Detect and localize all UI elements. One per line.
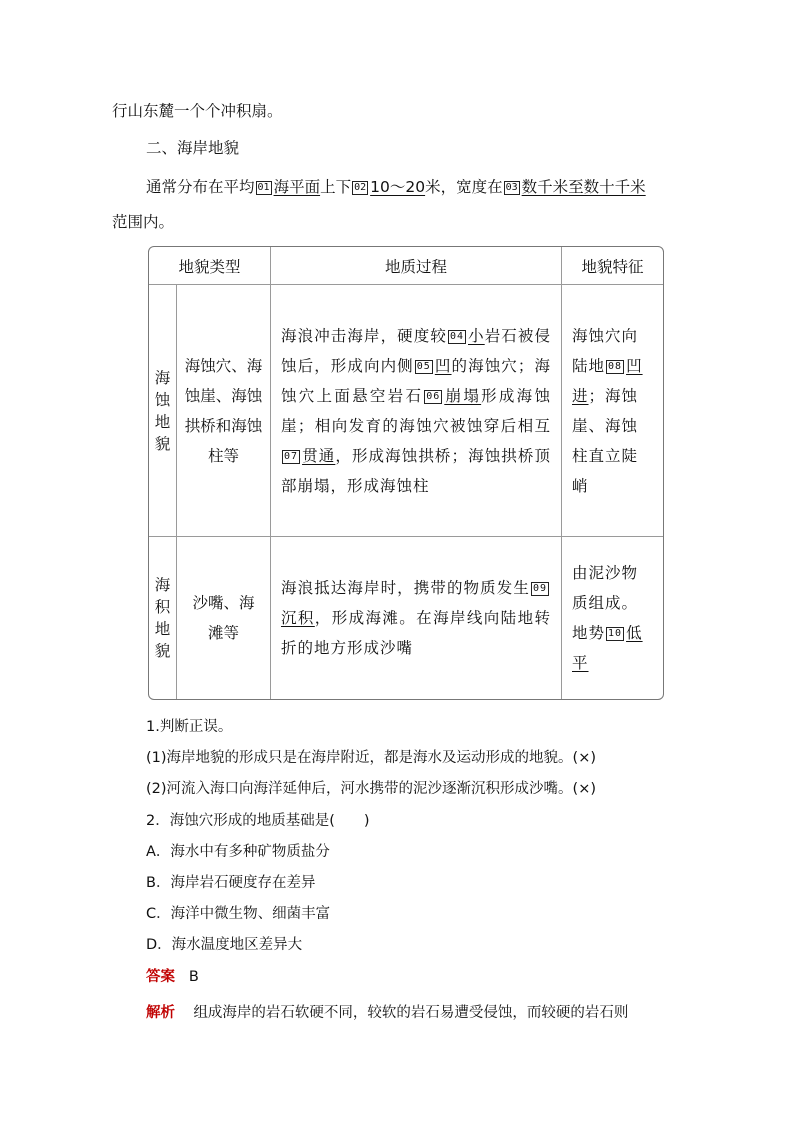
feature-cell [562, 537, 663, 699]
cell-text: ，形成海蚀拱桥；海蚀拱桥顶部崩塌，形成海蚀柱 [281, 446, 551, 495]
analysis-line [146, 1002, 628, 1024]
q1-statement-2: (2)河流入海口向海洋延伸后，河水携带的泥沙逐渐沉积形成沙嘴。(×) [146, 781, 597, 797]
process-cell [271, 537, 562, 699]
blank-tag-08: 08 [608, 360, 623, 372]
table-row [149, 537, 663, 699]
cell-text: 海浪冲击海岸，硬度较 [281, 326, 447, 345]
blank-tag-10: 10 [608, 628, 623, 639]
q1-title: 1.判断正误。 [146, 719, 233, 735]
answer-text: 凹进 [572, 356, 643, 405]
answer-text: 崩塌 [444, 386, 482, 405]
blank-tag-01: 01 [257, 182, 270, 193]
category-cell [149, 285, 177, 537]
cell-text: 形成海蚀崖；相向发育的海蚀穴被蚀穿后相互 [281, 386, 551, 435]
table-header: 地貌特征 [562, 247, 663, 285]
analysis-text: 组成海岸的岩石软硬不同，较软的岩石易遭受侵蚀，而较硬的岩石则 [193, 1005, 629, 1021]
dist-answer: 10～20 [370, 178, 426, 196]
types-cell: 沙嘴、海滩等 [177, 537, 271, 699]
blank-tag-07: 07 [284, 450, 299, 462]
answer-label: 答案 [146, 969, 175, 985]
table-header-row [149, 247, 663, 285]
blank-tag-02: 02 [354, 182, 367, 193]
answer-line [146, 966, 199, 988]
landform-table [148, 246, 664, 700]
cell-text: 岩石被侵蚀后，形成向内侧 [281, 326, 551, 375]
table-header: 地质过程 [271, 247, 562, 285]
cell-text: ，形成海滩。在海岸线向陆地转折的地方形成沙嘴 [281, 609, 551, 657]
category-cell [149, 537, 177, 699]
section-heading: 二、海岸地貌 [146, 139, 240, 157]
dist-answer: 海平面 [273, 178, 321, 196]
option-d: D．海水温度地区差异大 [146, 937, 303, 953]
types-cell: 海蚀穴、海蚀崖、海蚀拱桥和海蚀柱等 [177, 285, 271, 537]
answer-text: 小 [468, 326, 485, 345]
process-cell [271, 285, 562, 537]
blank-tag-04: 04 [449, 330, 464, 342]
option-b: B．海岸岩石硬度存在差异 [146, 875, 316, 891]
feature-cell [562, 285, 663, 537]
dist-text: 通常分布在平均 [146, 178, 255, 196]
table-header: 地貌类型 [149, 247, 271, 285]
option-a: A．海水中有多种矿物质盐分 [146, 844, 330, 860]
category-text: 海 蚀 地 貌 [154, 368, 171, 453]
option-c: C．海洋中微生物、细菌丰富 [146, 906, 331, 922]
answer-text: 沉积 [281, 609, 315, 627]
dist-text: 上下 [320, 178, 352, 196]
cell-text: 的海蚀穴；海蚀穴上面悬空岩石 [281, 356, 551, 405]
table-row [149, 285, 663, 537]
blank-tag-06: 06 [426, 390, 441, 402]
category-text: 海 积 地 貌 [154, 576, 171, 660]
cell-text: 由泥沙物质组成。地势 [572, 564, 639, 642]
answer-text: 低平 [572, 624, 643, 672]
answer-text: 凹 [434, 356, 452, 375]
dist-text: 米，宽度在 [425, 178, 503, 196]
analysis-label: 解析 [146, 1005, 175, 1021]
cell-text: 海蚀穴向陆地 [572, 326, 639, 375]
dist-line2: 范围内。 [112, 213, 175, 231]
blank-tag-09: 09 [532, 583, 547, 594]
intro-tail: 行山东麓一个个冲积扇。 [112, 102, 283, 120]
q1-statement-1: (1)海岸地貌的形成只是在海岸附近，都是海水及运动形成的地貌。(×) [146, 750, 597, 766]
distribution-line [146, 176, 646, 198]
answer-value: B [188, 969, 199, 985]
q2-stem: 2．海蚀穴形成的地质基础是( ) [146, 813, 370, 829]
cell-text: ；海蚀崖、海蚀柱直立陡峭 [572, 386, 639, 495]
dist-answer: 数千米至数十千米 [521, 178, 646, 196]
cell-text: 海浪抵达海岸时，携带的物质发生 [281, 579, 530, 597]
blank-tag-03: 03 [505, 182, 518, 193]
answer-text: 贯通 [302, 446, 336, 465]
blank-tag-05: 05 [416, 360, 431, 372]
